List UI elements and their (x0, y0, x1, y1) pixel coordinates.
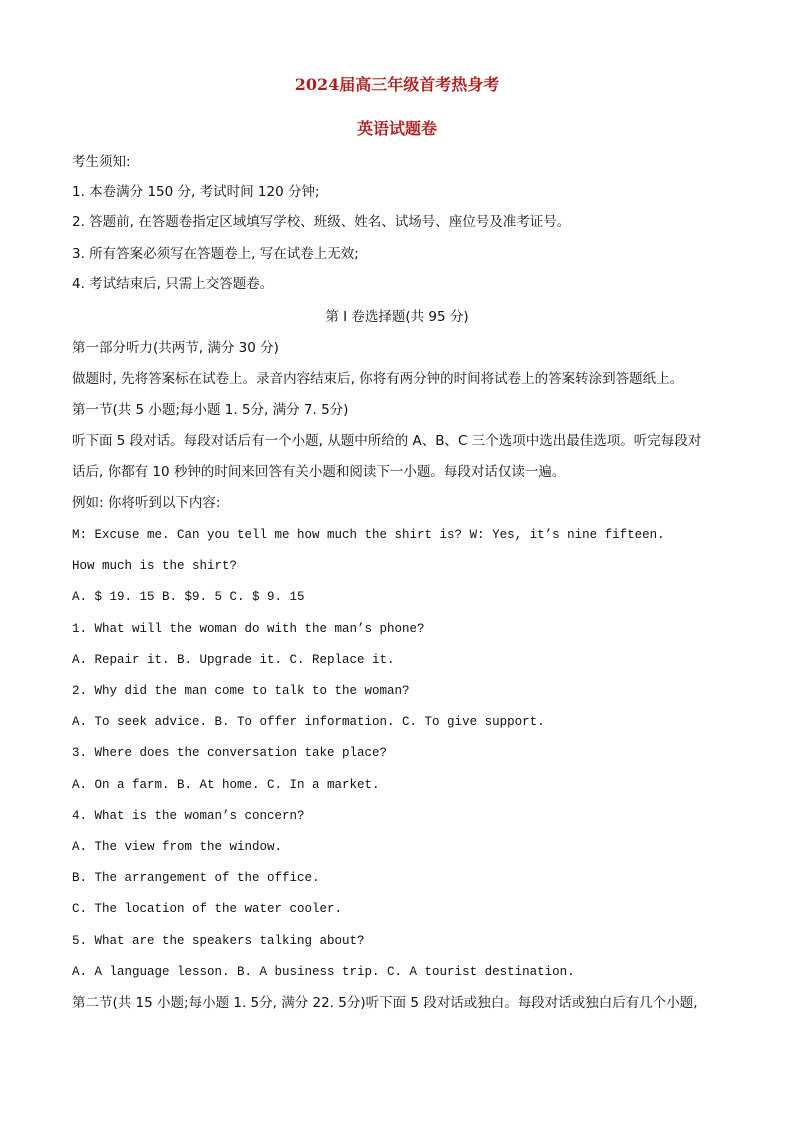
section-title: 第 I 卷选择题(共 95 分) (325, 309, 469, 325)
example-options: A. $ 19. 15 B. $9. 5 C. $ 9. 15 (72, 590, 305, 604)
example-dialog: M: Excuse me. Can you tell me how much the shirt is? W: Yes, it’s nine fifteen. (72, 528, 665, 542)
sec1-instruction-line2: 话后, 你都有 10 秒钟的时间来回答有关小题和阅读下一小题。每段对话仅读一遍。 (72, 464, 566, 480)
question-5: 5. What are the speakers talking about? (72, 934, 365, 948)
question-1: 1. What will the woman do with the man’s phone? (72, 622, 425, 636)
notice-item: 1. 本卷满分 150 分, 考试时间 120 分钟; (72, 184, 320, 200)
question-2: 2. Why did the man come to talk to the woman? (72, 684, 410, 698)
example-question: How much is the shirt? (72, 559, 238, 573)
question-4-option-a: A. The view from the window. (72, 840, 283, 854)
part1-heading: 第一部分听力(共两节, 满分 30 分) (72, 340, 279, 356)
question-4-option-c: C. The location of the water cooler. (72, 902, 343, 916)
question-4: 4. What is the woman’s concern? (72, 809, 305, 823)
sec2-line: 第二节(共 15 小题;每小题 1. 5分, 满分 22. 5分)听下面 5 段对话或独白。每段对话或独白后有几个小题, (72, 995, 698, 1011)
notice-heading: 考生须知: (72, 154, 131, 170)
question-3: 3. Where does the conversation take place? (72, 746, 388, 760)
part1-instruction: 做题时, 先将答案标在试卷上。录音内容结束后, 你将有两分钟的时间将试卷上的答案转涂到答题纸上。 (72, 371, 684, 387)
sec1-instruction-line1: 听下面 5 段对话。每段对话后有一个小题, 从题中所给的 A、B、C 三个选项中选出最佳选项。听完每段对 (72, 433, 702, 449)
question-1-options: A. Repair it. B. Upgrade it. C. Replace it. (72, 653, 395, 667)
notice-item: 2. 答题前, 在答题卷指定区域填写学校、班级、姓名、试场号、座位号及准考证号。 (72, 214, 571, 230)
question-5-options: A. A language lesson. B. A business trip. C. A tourist destination. (72, 965, 575, 979)
question-4-option-b: B. The arrangement of the office. (72, 871, 320, 885)
example-label: 例如: 你将听到以下内容: (72, 495, 221, 511)
question-3-options: A. On a farm. B. At home. C. In a market. (72, 778, 380, 792)
question-2-options: A. To seek advice. B. To offer information. C. To give support. (72, 715, 545, 729)
notice-item: 3. 所有答案必须写在答题卷上, 写在试卷上无效; (72, 246, 359, 262)
notice-item: 4. 考试结束后, 只需上交答题卷。 (72, 276, 274, 292)
sec1-heading: 第一节(共 5 小题;每小题 1. 5分, 满分 7. 5分) (72, 402, 349, 418)
exam-subtitle: 英语试题卷 (356, 119, 437, 138)
exam-title: 2024届高三年级首考热身考 (294, 75, 500, 94)
